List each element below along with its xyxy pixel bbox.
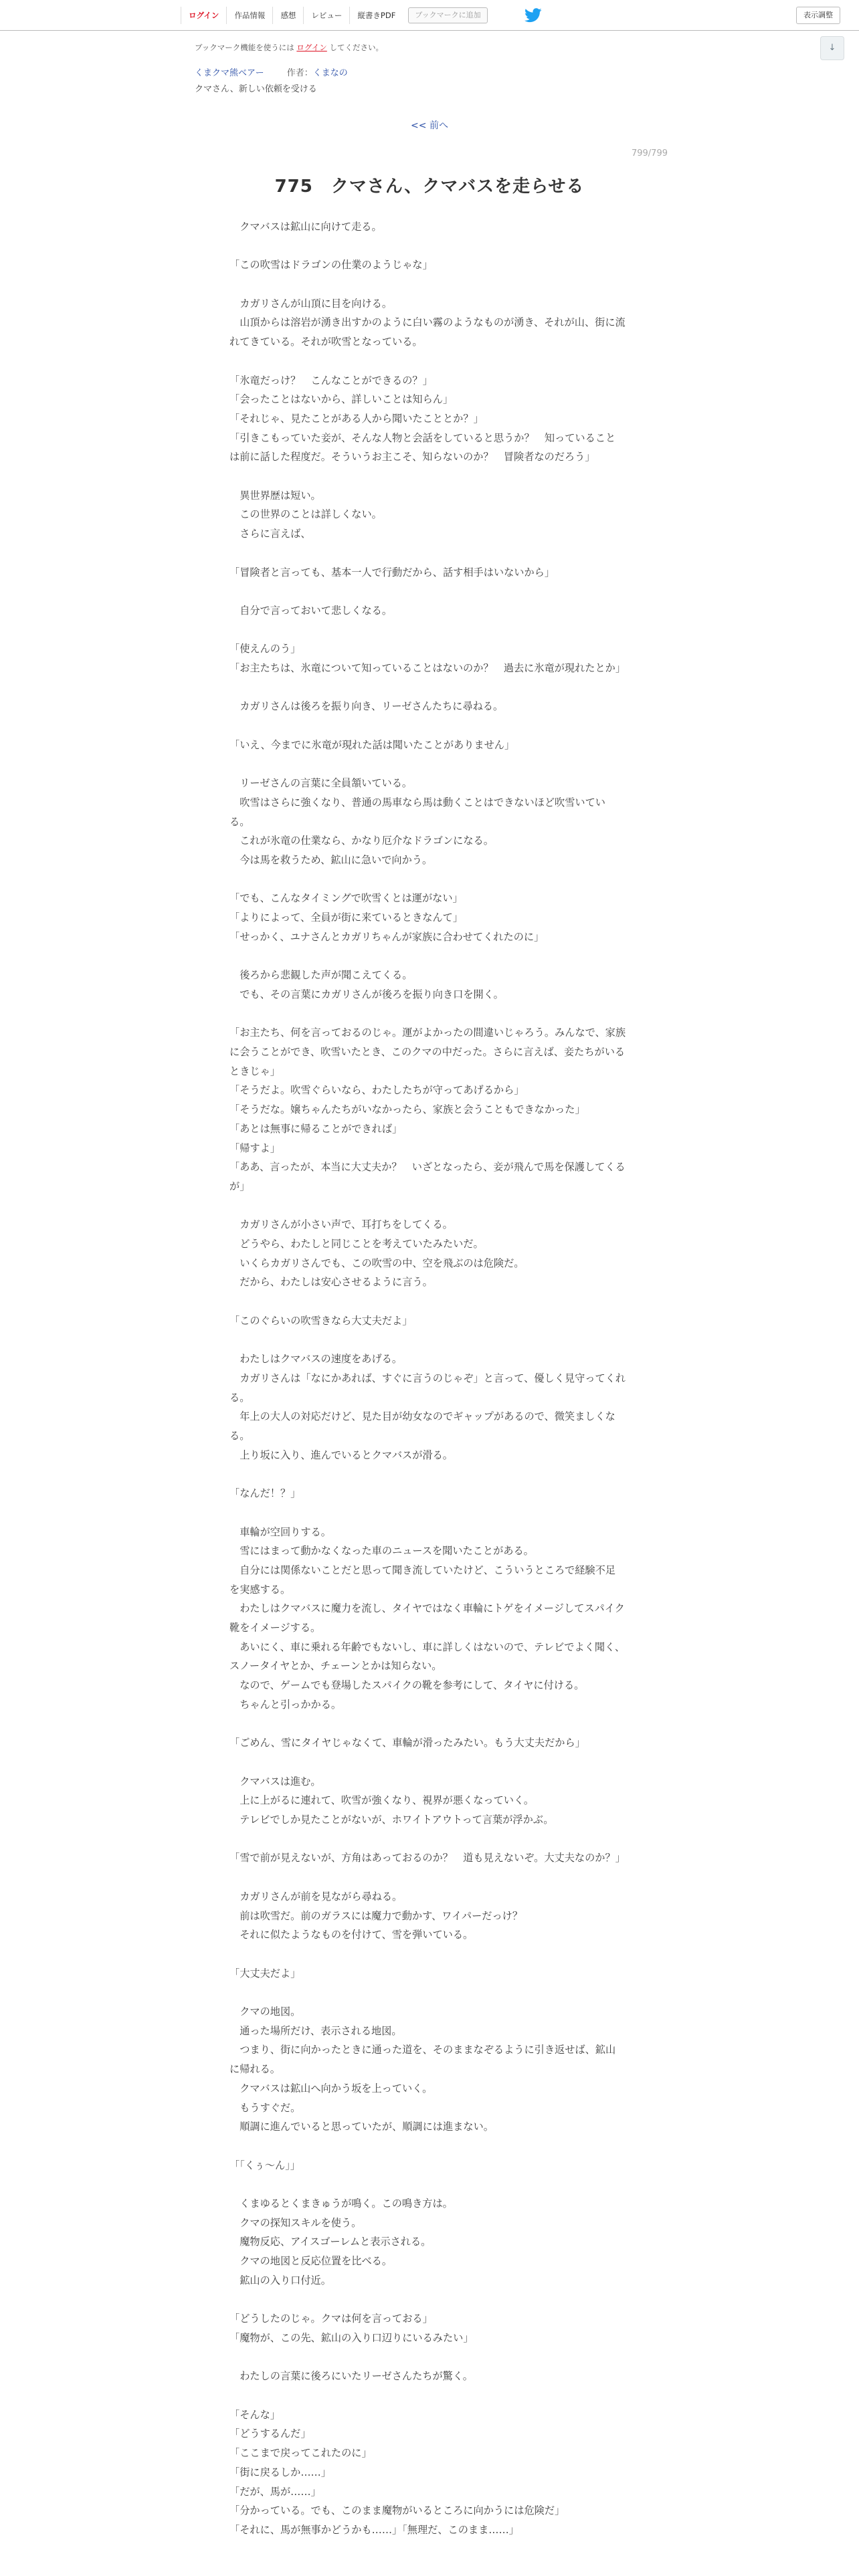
add-bookmark-button[interactable]: ブックマークに追加 (408, 7, 487, 23)
body-line (229, 1465, 626, 1484)
body-line: いくらカガリさんでも、この吹雪の中、空を飛ぶのは危険だ。 (229, 1257, 524, 1269)
body-line: それに似たようなものを付けて、雪を弾いている。 (229, 1929, 474, 1941)
body-line: 「分かっている。でも、このまま魔物がいるところに向かうには危険だ」 (229, 2504, 565, 2517)
body-line: 「魔物が、この先、鉱山の入り口辺りにいるみたい」 (229, 2331, 474, 2344)
body-line (229, 755, 626, 774)
nav-login-link[interactable]: ログイン (181, 7, 226, 24)
body-line: くまゆるとくまきゅうが鳴く。この鳴き方は。 (229, 2197, 453, 2210)
body-line: 「それに、馬が無事かどうかも……」「無理だ、このまま……」 (229, 2523, 519, 2536)
body-line: カガリさんは「なにかあれば、すぐに言うのじゃぞ」と言って、優しく見守ってくれる。 (229, 1372, 626, 1404)
body-line: 「そんな」 (229, 2408, 280, 2421)
body-line: 「どうしたのじゃ。クマは何を言っておる」 (229, 2313, 433, 2325)
body-line: クマバスは鉱山に向けて走る。 (229, 221, 382, 233)
body-line (229, 870, 626, 889)
body-line: クマの地図。 (229, 2006, 301, 2018)
body-line (229, 2290, 626, 2310)
body-line: 「ああ、言ったが、本当に大丈夫か？ いざとなったら、妾が飛んで馬を保護してくるが」 (229, 1161, 626, 1192)
body-line: 上り坂に入り、進んでいるとクマバスが滑る。 (229, 1448, 453, 1461)
notice-suffix: してください。 (326, 43, 383, 52)
body-line: ちゃんと引っかかる。 (229, 1698, 342, 1711)
body-line: 車輪が空回りする。 (229, 1525, 331, 1538)
body-line: クマバスは鉱山へ向かう坂を上っていく。 (229, 2082, 433, 2095)
episode-counter: 799/799 (631, 148, 668, 158)
body-line (229, 1503, 626, 1523)
body-line (229, 947, 626, 966)
body-line: 「それじゃ、見たことがある人から聞いたこととか？」 (229, 412, 484, 425)
body-line: 「帰すよ」 (229, 1142, 280, 1154)
body-line (229, 1983, 626, 2002)
body-line: 上に上がるに連れて、吹雪が強くなり、視界が悪くなっていく。 (229, 1794, 535, 1807)
body-line: さらに言えば、 (229, 528, 311, 540)
body-line: カガリさんが前を見ながら尋ねる。 (229, 1890, 403, 1903)
body-line: 「いえ、今までに氷竜が現れた話は聞いたことがありません」 (229, 738, 515, 751)
body-line: 自分で言っておいて悲しくなる。 (229, 604, 392, 617)
nav-work-info-link[interactable]: 作品情報 (226, 7, 272, 24)
body-line: 雪にはまって動かなくなった車のニュースを聞いたことがある。 (229, 1545, 534, 1558)
twitter-icon[interactable] (524, 8, 542, 23)
body-line: 通った場所だけ、表示される地図。 (229, 2024, 402, 2037)
body-line (229, 582, 626, 601)
body-line: 山頂からは溶岩が湧き出すかのように白い霧のようなものが湧き、それが山、街に流れてきている。それが吹雪となっている。 (229, 316, 626, 348)
body-line: 「ここまで戻ってこれたのに」 (229, 2447, 372, 2460)
body-line: 「そうだな。嬢ちゃんたちがいなかったら、家族と会うこともできなかった」 (229, 1103, 585, 1116)
body-line: 魔物反応、アイスゴーレムと表示される。 (229, 2236, 432, 2248)
nav-impressions-link[interactable]: 感想 (272, 7, 303, 24)
author-label: 作者： (286, 68, 313, 78)
body-line (229, 352, 626, 371)
top-header-bar (0, 0, 859, 31)
body-line: 自分には関係ないことだと思って聞き流していたけど、こういうところで経験不足を実感する。 (229, 1564, 615, 1596)
body-line: 「会ったことはないから、詳しいことは知らん」 (229, 393, 454, 406)
body-line (229, 1331, 626, 1350)
body-line: クマの探知スキルを使う。 (229, 2216, 362, 2229)
body-line (229, 467, 626, 486)
body-line: 年上の大人の対応だけど、見た目が幼女なのでギャップがあるので、微笑ましくなる。 (229, 1410, 615, 1442)
chapter-title: 775 クマさん、クマバスを走らせる (274, 177, 585, 197)
body-line: 「でも、こんなタイミングで吹雪くとは運がない」 (229, 892, 463, 905)
body-line: どうやら、わたしと同じことを考えていたみたいだ。 (229, 1238, 484, 1251)
body-line: だから、わたしは安心させるように言う。 (229, 1276, 433, 1289)
body-line: 前は吹雪だ。前のガラスには魔力で動かす、ワイパーだっけ？ (229, 1909, 523, 1922)
body-line: 「大丈夫だよ」 (229, 1967, 301, 1979)
body-line: クマバスは進む。 (229, 1775, 321, 1788)
body-line: でも、その言葉にカガリさんが後ろを振り向き口を開く。 (229, 988, 504, 1000)
novel-body (229, 217, 626, 2540)
body-line: わたしの言葉に後ろにいたリーゼさんたちが驚く。 (229, 2370, 473, 2383)
body-line: もうすぐだ。 (229, 2101, 301, 2114)
body-line: 「冒険者と言っても、基本一人で行動だから、話す相手はいないから」 (229, 566, 555, 578)
bookmark-login-notice (195, 42, 383, 53)
body-line (229, 1715, 626, 1734)
notice-prefix: ブックマーク機能を使うには (195, 43, 297, 52)
body-line: 「どうするんだ」 (229, 2428, 311, 2440)
body-line: なので、ゲームでも登場したスパイクの靴を参考にして、タイヤに付ける。 (229, 1679, 585, 1692)
body-line: リーゼさんの言葉に全員頷いている。 (229, 777, 413, 790)
body-line: 「せっかく、ユナさんとカガリちゃんが家族に合わせてくれたのに」 (229, 930, 545, 943)
body-line: この世界のことは詳しくない。 (229, 508, 382, 521)
body-line (229, 1292, 626, 1311)
body-line: テレビでしか見たことがないが、ホワイトアウトって言葉が浮かぶ。 (229, 1814, 554, 1826)
body-line (229, 2175, 626, 2194)
body-line: 「街に戻るしか……」 (229, 2466, 331, 2478)
scroll-down-button[interactable]: ↓ (820, 36, 844, 60)
prev-page-wrap (0, 118, 859, 132)
series-title-link[interactable]: くまクマ熊ベアー (195, 68, 264, 78)
body-line (229, 1945, 626, 1964)
author-link[interactable]: くまなの (312, 68, 348, 78)
notice-login-link[interactable]: ログイン (296, 43, 327, 52)
body-line (229, 678, 626, 697)
body-line: 異世界歴は短い。 (229, 489, 321, 502)
body-line: わたしはクマバスの速度をあげる。 (229, 1353, 403, 1366)
body-line: カガリさんが小さい声で、耳打ちをしてくる。 (229, 1218, 453, 1231)
body-line: 「よりによって、全員が街に来ているときなんて」 (229, 911, 464, 924)
body-line: クマの地図と反応位置を比べる。 (229, 2255, 392, 2268)
body-line (229, 237, 626, 256)
body-line (229, 1830, 626, 1849)
body-line: これが氷竜の仕業なら、かなり厄介なドラゴンになる。 (229, 835, 494, 847)
body-line: 「なんだ！？」 (229, 1487, 301, 1500)
body-line: わたしはクマバスに魔力を流し、タイヤではなく車輪にトゲをイメージしてスパイク靴をイメージする。 (229, 1602, 625, 1634)
body-line: つまり、街に向かったときに通った道を、そのままなぞるように引き返せば、鉱山に帰れる。 (229, 2044, 616, 2076)
body-line (229, 2137, 626, 2156)
nav-review-link[interactable]: レビュー (303, 7, 349, 24)
body-line (229, 544, 626, 563)
body-line (229, 275, 626, 294)
body-line: 後ろから悲観した声が聞こえてくる。 (229, 969, 413, 982)
body-line (229, 1196, 626, 1216)
body-line: カガリさんは後ろを振り向き、リーゼさんたちに尋ねる。 (229, 700, 504, 713)
body-line: 吹雪はさらに強くなり、普通の馬車なら馬は動くことはできないほど吹雪いている。 (229, 796, 605, 828)
body-line: 「「くぅ～ん」」 (229, 2159, 300, 2171)
body-line: 「氷竜だっけ？ こんなことができるの？」 (229, 374, 433, 387)
body-line (229, 2348, 626, 2367)
body-line: 「だが、馬が……」 (229, 2485, 321, 2498)
nav-vertical-pdf-link[interactable]: 縦書きPDF (349, 7, 403, 24)
body-line (229, 2386, 626, 2405)
prev-page-link[interactable]: << 前へ (411, 120, 448, 131)
header-nav (181, 7, 488, 24)
body-line (229, 1868, 626, 1887)
body-line: 「お主たちは、氷竜について知っていることはないのか？ 過去に氷竜が現れたとか」 (229, 662, 626, 675)
body-line: 今は馬を救うため、鉱山に急いで向かう。 (229, 854, 433, 867)
body-line: 「ごめん、雪にタイヤじゃなくて、車輪が滑ったみたい。もう大丈夫だから」 (229, 1737, 585, 1749)
body-line: 「あとは無事に帰ることができれば」 (229, 1122, 403, 1135)
breadcrumb (195, 66, 348, 98)
body-line: 「使えんのう」 (229, 643, 301, 655)
body-line: カガリさんが山頂に目を向ける。 (229, 297, 392, 310)
body-line: 「そうだよ。吹雪ぐらいなら、わたしたちが守ってあげるから」 (229, 1084, 524, 1097)
body-line: 鉱山の入り口付近。 (229, 2274, 331, 2286)
body-line: 「お主たち、何を言っておるのじゃ。運がよかったの間違いじゃろう。みんなで、家族に会うことができ、吹雪いたとき、このクマの中だった。さらに言えば、妾たちがいるときじゃ」 (229, 1027, 626, 1077)
body-line: 「引きこもっていた妾が、そんな人物と会話をしていると思うか？ 知っていることは前に話した程度だ。そういうお主こそ、知らないのか？ 冒険者なのだろう」 (229, 431, 616, 463)
body-line: 順調に進んでいると思っていたが、順調には進まない。 (229, 2121, 494, 2133)
body-line: 「このぐらいの吹雪きなら大丈夫だよ」 (229, 1314, 413, 1327)
display-settings-button[interactable]: 表示調整 (796, 7, 840, 24)
body-line (229, 1004, 626, 1024)
body-line (229, 1753, 626, 1772)
body-line (229, 621, 626, 640)
body-line (229, 716, 626, 736)
body-line: 「雪で前が見えないが、方角はあっておるのか？ 道も見えないぞ。大丈夫なのか？」 (229, 1852, 626, 1864)
body-line: あいにく、車に乗れる年齢でもないし、車に詳しくはないので、テレビでよく聞く、スノータイヤとか、チェーンとかは知らない。 (229, 1640, 626, 1673)
body-line: 「この吹雪はドラゴンの仕業のようじゃな」 (229, 259, 433, 272)
section-subtitle: クマさん、新しい依頼を受ける (195, 84, 317, 94)
